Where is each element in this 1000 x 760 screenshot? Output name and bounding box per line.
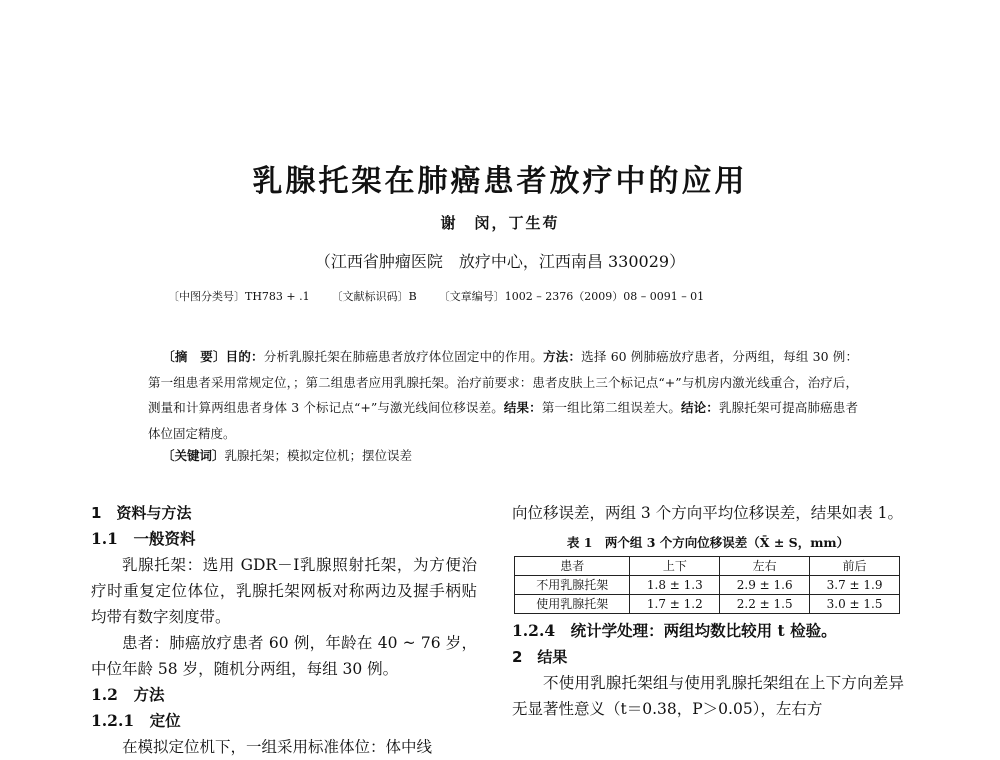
clc-label: 〔中图分类号〕	[168, 290, 245, 303]
keywords-text: 乳腺托架；模拟定位机；摆位误差	[224, 448, 413, 463]
section-2-heading: 2 结果	[512, 648, 568, 666]
right-column	[512, 500, 904, 722]
section-1-heading: 1 资料与方法	[91, 504, 192, 522]
table-header: 患者	[515, 557, 630, 576]
table-cell: 1.7 ± 1.2	[630, 595, 720, 614]
article-number-label: 〔文章编号〕	[438, 290, 505, 303]
table-header: 上下	[630, 557, 720, 576]
paragraph-bracket: 乳腺托架：选用 GDR－Ⅰ乳腺照射托架，为方便治疗时重复定位体位，乳腺托架网板对称两边及握手柄贴均带有数字刻度带。	[91, 556, 477, 626]
method-text: 选择 60 例肺癌放疗患者，分两组，每组 30 例：第一组患者采用常规定位，；第二组患者应用乳腺托架。治疗前要求：患者皮肤上三个标记点“+”与机房内激光线重合，治疗后，测量和计算两组患者身体 3 个标记点“+”与激光线间位移误差。	[148, 349, 858, 415]
table-header-row	[515, 557, 900, 576]
paper-title: 乳腺托架在肺癌患者放疗中的应用	[252, 164, 748, 199]
result-label: 结果：	[503, 400, 542, 415]
section-1-2-1-heading: 1.2.1 定位	[91, 711, 181, 730]
keywords-label: 〔关键词〕	[162, 448, 225, 463]
article-number-value: 1002 – 2376（2009）08 – 0091 – 01	[504, 290, 705, 303]
table-cell: 2.2 ± 1.5	[720, 595, 810, 614]
paragraph-patients: 患者：肺癌放疗患者 60 例，年龄在 40 ~ 76 岁，中位年龄 58 岁，随机分两组，每组 30 例。	[91, 634, 477, 678]
table-cell: 使用乳腺托架	[515, 595, 630, 614]
keywords	[162, 446, 412, 464]
section-1-1-heading: 1.1 一般资料	[91, 529, 196, 548]
result-text: 第一组比第二组误差大。	[541, 400, 681, 415]
method-label: 方法：	[543, 349, 582, 364]
abstract-label: 〔摘 要〕	[162, 349, 226, 364]
conclusion-label: 结论：	[681, 400, 719, 415]
clc-value: TH783 + .1	[245, 290, 310, 303]
table-row	[515, 576, 900, 595]
authors: 谢 闵，丁生苟	[440, 214, 560, 232]
left-column	[91, 500, 477, 760]
purpose-label: 目的：	[225, 349, 264, 364]
table-cell: 2.9 ± 1.6	[720, 576, 810, 595]
purpose-text: 分析乳腺托架在肺癌患者放疗体位固定中的作用。	[263, 349, 544, 364]
table-header: 左右	[720, 557, 810, 576]
table-cell: 不用乳腺托架	[515, 576, 630, 595]
affiliation: （江西省肿瘤医院 放疗中心，江西南昌 330029）	[314, 252, 686, 271]
table-cell: 3.7 ± 1.9	[810, 576, 900, 595]
paragraph-continued: 向位移误差，两组 3 个方向平均位移误差，结果如表 1。	[512, 504, 904, 522]
table-cell: 1.8 ± 1.3	[630, 576, 720, 595]
doc-code-label: 〔文献标识码〕	[331, 290, 409, 303]
paragraph-positioning: 在模拟定位机下，一组采用标准体位：体中线	[122, 738, 433, 756]
table-row	[515, 595, 900, 614]
section-1-2-heading: 1.2 方法	[91, 685, 165, 704]
table-caption: 表 1 两个组 3 个方向位移误差（X̄ ± S，mm）	[566, 535, 850, 550]
section-1-2-4-heading: 1.2.4 统计学处理：两组均数比较用 t 检验。	[512, 621, 837, 640]
displacement-table	[514, 556, 900, 614]
table-header: 前后	[810, 557, 900, 576]
table-cell: 3.0 ± 1.5	[810, 595, 900, 614]
conclusion-text: 乳腺托架可提高肺癌患者体位固定精度。	[148, 400, 858, 441]
abstract	[148, 344, 858, 446]
doc-code-value: B	[408, 290, 417, 303]
classification-line	[168, 288, 704, 304]
paragraph-results: 不使用乳腺托架组与使用乳腺托架组在上下方向差异无显著性意义（t＝0.38，P＞0.05），左右方	[512, 674, 904, 718]
